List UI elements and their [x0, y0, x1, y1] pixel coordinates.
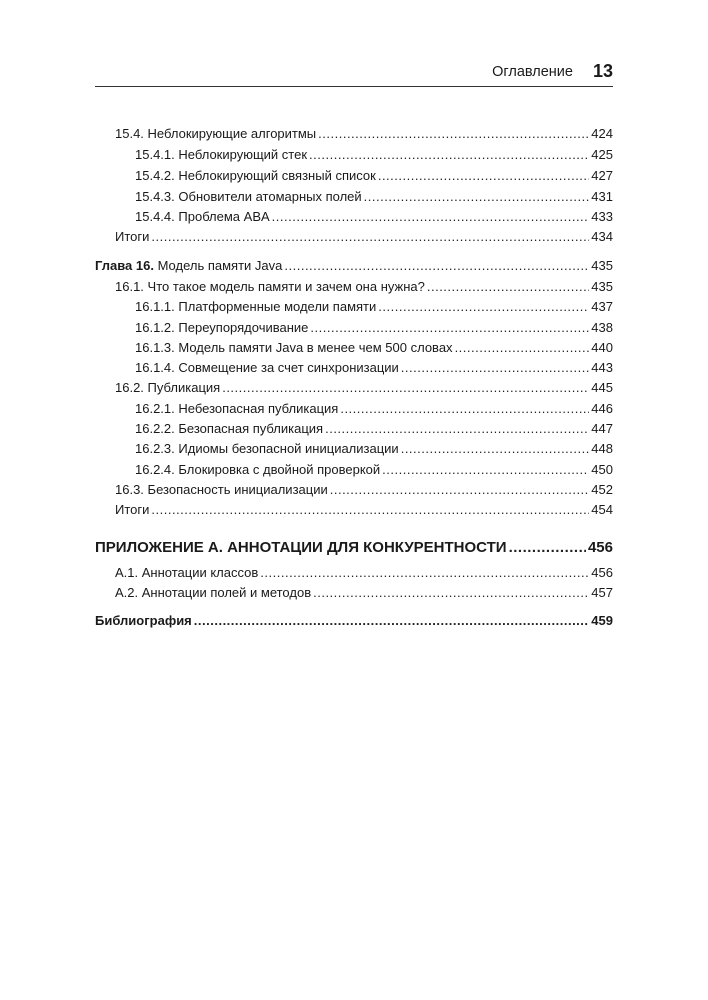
dot-leader — [260, 565, 589, 580]
toc-entry-page: 445 — [591, 380, 613, 395]
running-header-title: Оглавление — [492, 64, 573, 80]
toc-entry-title: Модель памяти Java — [157, 258, 283, 273]
toc-entry-title: Итоги — [115, 502, 150, 517]
toc-entry — [115, 585, 613, 603]
toc-entry — [115, 126, 613, 144]
toc-entry-title: Идиомы безопасной инициализации — [178, 441, 399, 456]
dot-leader — [222, 380, 589, 395]
toc-entry-page: 435 — [591, 258, 613, 273]
toc-entry-number: 15.4.4. — [135, 209, 175, 224]
toc-entry-page: 448 — [591, 441, 613, 456]
toc-entry-page: 446 — [591, 401, 613, 416]
toc-entry-page: 424 — [591, 126, 613, 141]
toc-entry-number: А.2. — [115, 585, 139, 600]
toc-entry-page: 437 — [591, 299, 613, 314]
dot-leader — [378, 168, 589, 183]
toc-appendix-entry — [95, 539, 613, 561]
toc-entry — [135, 462, 613, 480]
toc-entry — [115, 279, 613, 297]
dot-leader — [340, 401, 589, 416]
toc-entry-page: 457 — [591, 585, 613, 600]
toc-entry — [135, 421, 613, 439]
toc-entry — [135, 441, 613, 459]
toc-entry-page: 431 — [591, 189, 613, 204]
dot-leader — [382, 462, 589, 477]
toc-entry — [135, 209, 613, 227]
toc-entry — [115, 502, 613, 520]
toc-entry-number: 15.4.3. — [135, 189, 175, 204]
toc-entry-title: Что такое модель памяти и зачем она нужна? — [147, 279, 425, 294]
toc-entry-number: 16.2.3. — [135, 441, 175, 456]
toc-entry-page: 456 — [587, 539, 613, 556]
dot-leader — [401, 441, 590, 456]
dot-leader — [330, 482, 590, 497]
toc-entry — [135, 320, 613, 338]
dot-leader — [194, 613, 590, 628]
toc-entry-title: Платформенные модели памяти — [178, 299, 377, 314]
toc-entry-page: 443 — [591, 360, 613, 375]
toc-entry-title: Неблокирующий стек — [178, 147, 308, 162]
toc-entry-page: 438 — [591, 320, 613, 335]
toc-entry-number: 16.1.1. — [135, 299, 175, 314]
dot-leader — [325, 421, 589, 436]
toc-entry-page: 434 — [591, 229, 613, 244]
toc-entry-page: 433 — [591, 209, 613, 224]
toc-entry-title: Небезопасная публикация — [178, 401, 339, 416]
toc-entry-page: 427 — [591, 168, 613, 183]
dot-leader — [318, 126, 589, 141]
toc-entry-title: Обновители атомарных полей — [178, 189, 362, 204]
dot-leader — [284, 258, 589, 273]
toc-entry-number: 16.2. — [115, 380, 144, 395]
running-header — [95, 60, 613, 87]
toc-entry-page: 425 — [591, 147, 613, 162]
dot-leader — [309, 147, 589, 162]
toc-entry-title: Совмещение за счет синхронизации — [178, 360, 399, 375]
toc-entry-title: Аннотации полей и методов — [141, 585, 312, 600]
dot-leader — [455, 340, 590, 355]
toc-chapter-number: Глава 16. — [95, 258, 154, 273]
dot-leader — [378, 299, 589, 314]
toc-entry-number: 15.4. — [115, 126, 144, 141]
toc-entry-page: 450 — [591, 462, 613, 477]
dot-leader — [364, 189, 590, 204]
toc-entry-page: 435 — [591, 279, 613, 294]
toc-entry-number: 15.4.1. — [135, 147, 175, 162]
toc-entry-title: Публикация — [147, 380, 221, 395]
toc-entry-number: 16.1.4. — [135, 360, 175, 375]
toc-entry-number: 16.3. — [115, 482, 144, 497]
toc-entry — [135, 189, 613, 207]
dot-leader — [509, 539, 586, 556]
toc-entry-title: Неблокирующие алгоритмы — [147, 126, 317, 141]
toc-entry — [135, 401, 613, 419]
page-number: 13 — [592, 61, 613, 81]
toc-entry — [135, 147, 613, 165]
toc-entry-number: 16.2.4. — [135, 462, 175, 477]
toc-entry-page: 459 — [591, 613, 613, 628]
toc-entry-title: Аннотации классов — [141, 565, 259, 580]
toc-entry — [135, 168, 613, 186]
toc-entry — [135, 340, 613, 358]
toc-entry-title: ПРИЛОЖЕНИЕ А. АННОТАЦИИ ДЛЯ КОНКУРЕНТНОСТИ — [95, 539, 507, 556]
toc-entry-page: 440 — [591, 340, 613, 355]
toc-entry-number: 16.2.1. — [135, 401, 175, 416]
dot-leader — [151, 502, 589, 517]
toc-entry-title: Неблокирующий связный список — [178, 168, 376, 183]
toc-entry-title: Модель памяти Java в менее чем 500 словах — [178, 340, 453, 355]
toc-entry — [115, 229, 613, 247]
toc-entry-page: 454 — [591, 502, 613, 517]
dot-leader — [427, 279, 589, 294]
toc-entry-title: Итоги — [115, 229, 150, 244]
toc-entry-number: 16.2.2. — [135, 421, 175, 436]
toc-entry-page: 452 — [591, 482, 613, 497]
toc-entry-number: 16.1.2. — [135, 320, 175, 335]
toc-entry — [135, 299, 613, 317]
toc-entry-number: А.1. — [115, 565, 139, 580]
dot-leader — [151, 229, 589, 244]
toc-entry-page: 456 — [591, 565, 613, 580]
toc-chapter-entry — [95, 258, 613, 276]
toc-entry-number: 16.1.3. — [135, 340, 175, 355]
toc-entry — [115, 565, 613, 583]
toc-bibliography-entry — [95, 613, 613, 631]
toc-entry-title: Библиография — [95, 613, 192, 628]
toc-entry-title: Безопасность инициализации — [147, 482, 328, 497]
toc-entry-title: Проблема ABA — [178, 209, 270, 224]
toc-entry — [115, 380, 613, 398]
dot-leader — [310, 320, 589, 335]
toc-entry-title: Переупорядочивание — [178, 320, 309, 335]
toc-entry-title: Безопасная публикация — [178, 421, 324, 436]
toc-entry-number: 15.4.2. — [135, 168, 175, 183]
dot-leader — [272, 209, 590, 224]
toc-entry-page: 447 — [591, 421, 613, 436]
toc-entry — [135, 360, 613, 378]
toc-entry-title: Блокировка с двойной проверкой — [178, 462, 381, 477]
dot-leader — [401, 360, 590, 375]
toc-entry — [115, 482, 613, 500]
dot-leader — [313, 585, 589, 600]
toc-entry-number: 16.1. — [115, 279, 144, 294]
